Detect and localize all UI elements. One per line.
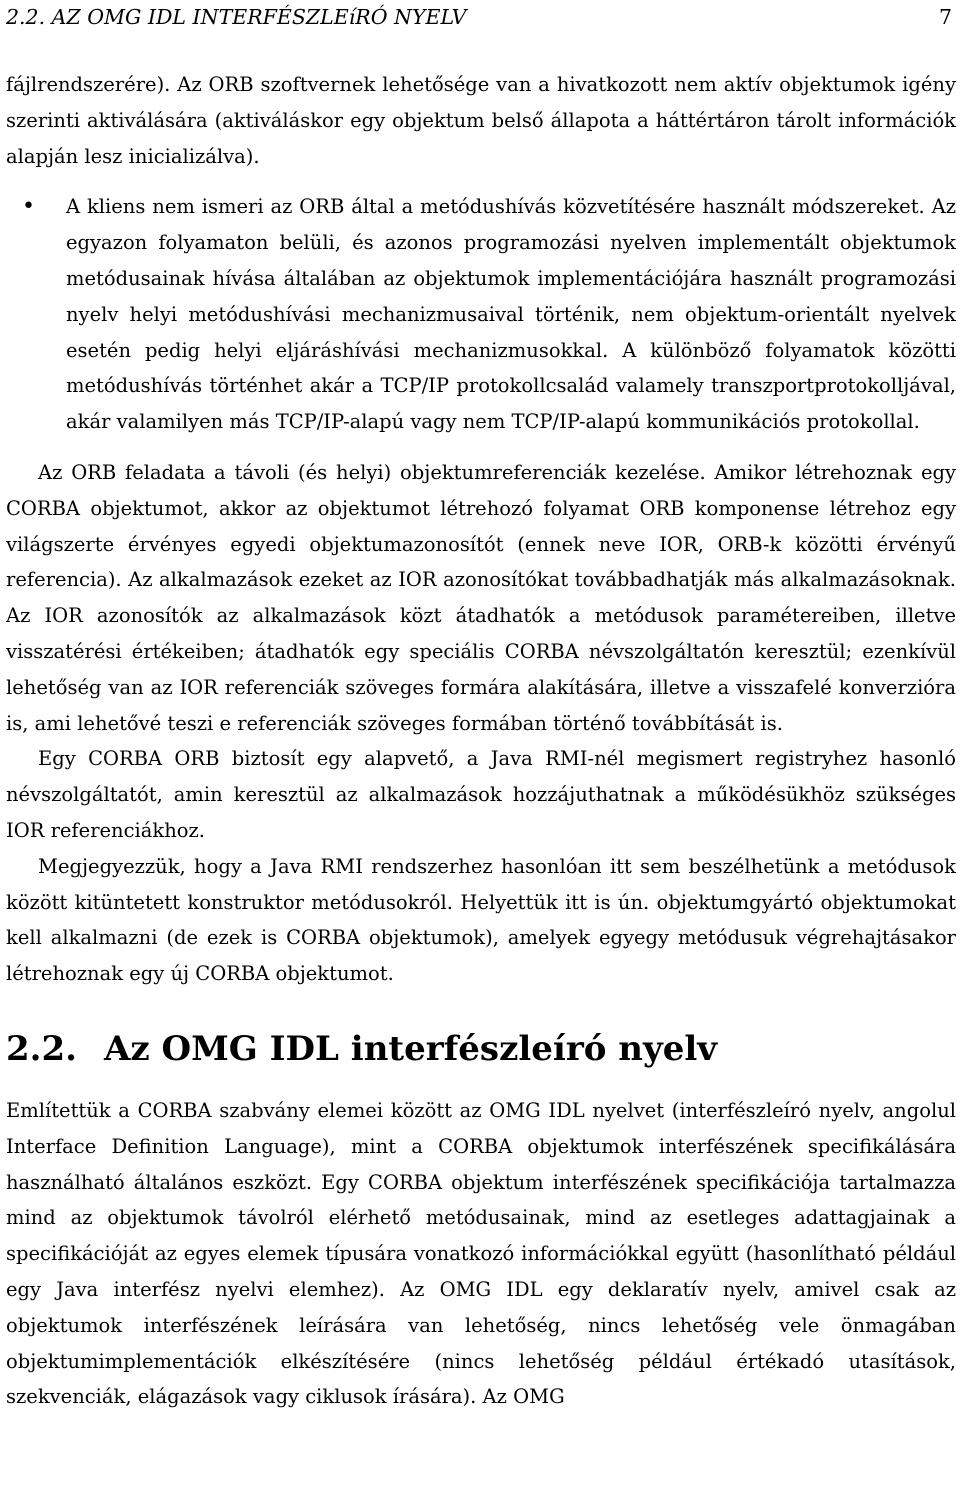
- section-heading: [6, 1028, 956, 1070]
- bullet-list: [6, 189, 956, 440]
- paragraph-naming-service: Egy CORBA ORB biztosít egy alapvető, a Java RMI-nél megismert registryhez hasonló névszolgáltatót, amin keresztül az alkalmazások hozzájuthatnak a működésükhöz szükséges IOR referenciákhoz.: [6, 747, 956, 842]
- bullet-item: • A kliens nem ismeri az ORB által a metódushívás közvetítésére használt módszereket. Az egyazon folyamaton belüli, és azonos programozási nyelven implementált objektumok metódusainak hívása általában az objektumok implementációjára használt programozási nyelv helyi metódushívási mechanizmusaival történik, nem objektum-orientált nyelvek esetén pedig helyi eljáráshívási mechanizmusokkal. A különböző folyamatok közötti metódushívás történhet akár a TCP/IP protokollcsalád valamely transzportprotokolljával, akár valamilyen más TCP/IP-alapú vagy nem TCP/IP-alapú kommunikációs protokollal.: [66, 189, 956, 440]
- section-title: Az OMG IDL interfészleíró nyelv: [104, 1028, 718, 1069]
- paragraph-omg-idl-intro: Említettük a CORBA szabvány elemei között az OMG IDL nyelvet (interfészleíró nyelv, angolul Interface Definition Language), mint a CORBA objektumok interfészének specifikálására használható általános eszközt. Egy CORBA objektum interfészének specifikációja tartalmazza mind az objektumok távolról elérhető metódusainak, mind az esetleges adattagjainak a specifikációját az egyes elemek típusára vonatkozó információkkal együtt (hasonlítható például egy Java interfész nyelvi elemhez). Az OMG IDL egy deklaratív nyelv, amivel csak az objektumok interfészének leírására van lehetőség, nincs lehetőség vele önmagában objektumimplementációk elkészítésére (nincs lehetőség például értékadó utasítások, szekvenciák, elágazások vagy ciklusok írására). Az OMG: [6, 1098, 956, 1409]
- section-number: 2.2.: [6, 1028, 77, 1069]
- paragraph-continuation: fájlrendszerére). Az ORB szoftvernek lehetősége van a hivatkozott nem aktív objektumok igény szerinti aktiválására (aktiváláskor egy objektum belső állapota a háttértáron tárolt információk alapján lesz inicializálva).: [6, 73, 956, 168]
- body-text: [6, 67, 956, 1415]
- running-header-title: 2.2. AZ OMG IDL INTERFÉSZLEíRÓ NYELV: [6, 5, 467, 29]
- page-number: 7: [938, 5, 952, 29]
- running-header: [6, 4, 956, 30]
- paragraph-factory-objects: Megjegyezzük, hogy a Java RMI rendszerhez hasonlóan itt sem beszélhetünk a metódusok között kitüntetett konstruktor metódusokról. Helyettük itt is ún. objektumgyártó objektumokat kell alkalmazni (de ezek is CORBA objektumok), amelyek egyegy metódusuk végrehajtásakor létrehoznak egy új CORBA objektumot.: [6, 854, 956, 986]
- paragraph-orb-references: Az ORB feladata a távoli (és helyi) objektumreferenciák kezelése. Amikor létrehoznak egy CORBA objektumot, akkor az objektumot létrehozó folyamat ORB komponense létrehoz egy világszerte érvényes egyedi objektumazonosítót (ennek neve IOR, ORB-k közötti érvényű referencia). Az alkalmazások ezeket az IOR azonosítókat továbbadhatják más alkalmazásoknak. Az IOR azonosítók az alkalmazások közt átadhatók a metódusok paramétereiben, illetve visszatérési értékeiben; átadhatók egy speciális CORBA névszolgáltatón keresztül; ezenkívül lehetőség van az IOR referenciák szöveges formára alakítására, illetve a visszafelé konverzióra is, ami lehetővé teszi e referenciák szöveges formában történő továbbítását is.: [6, 460, 956, 735]
